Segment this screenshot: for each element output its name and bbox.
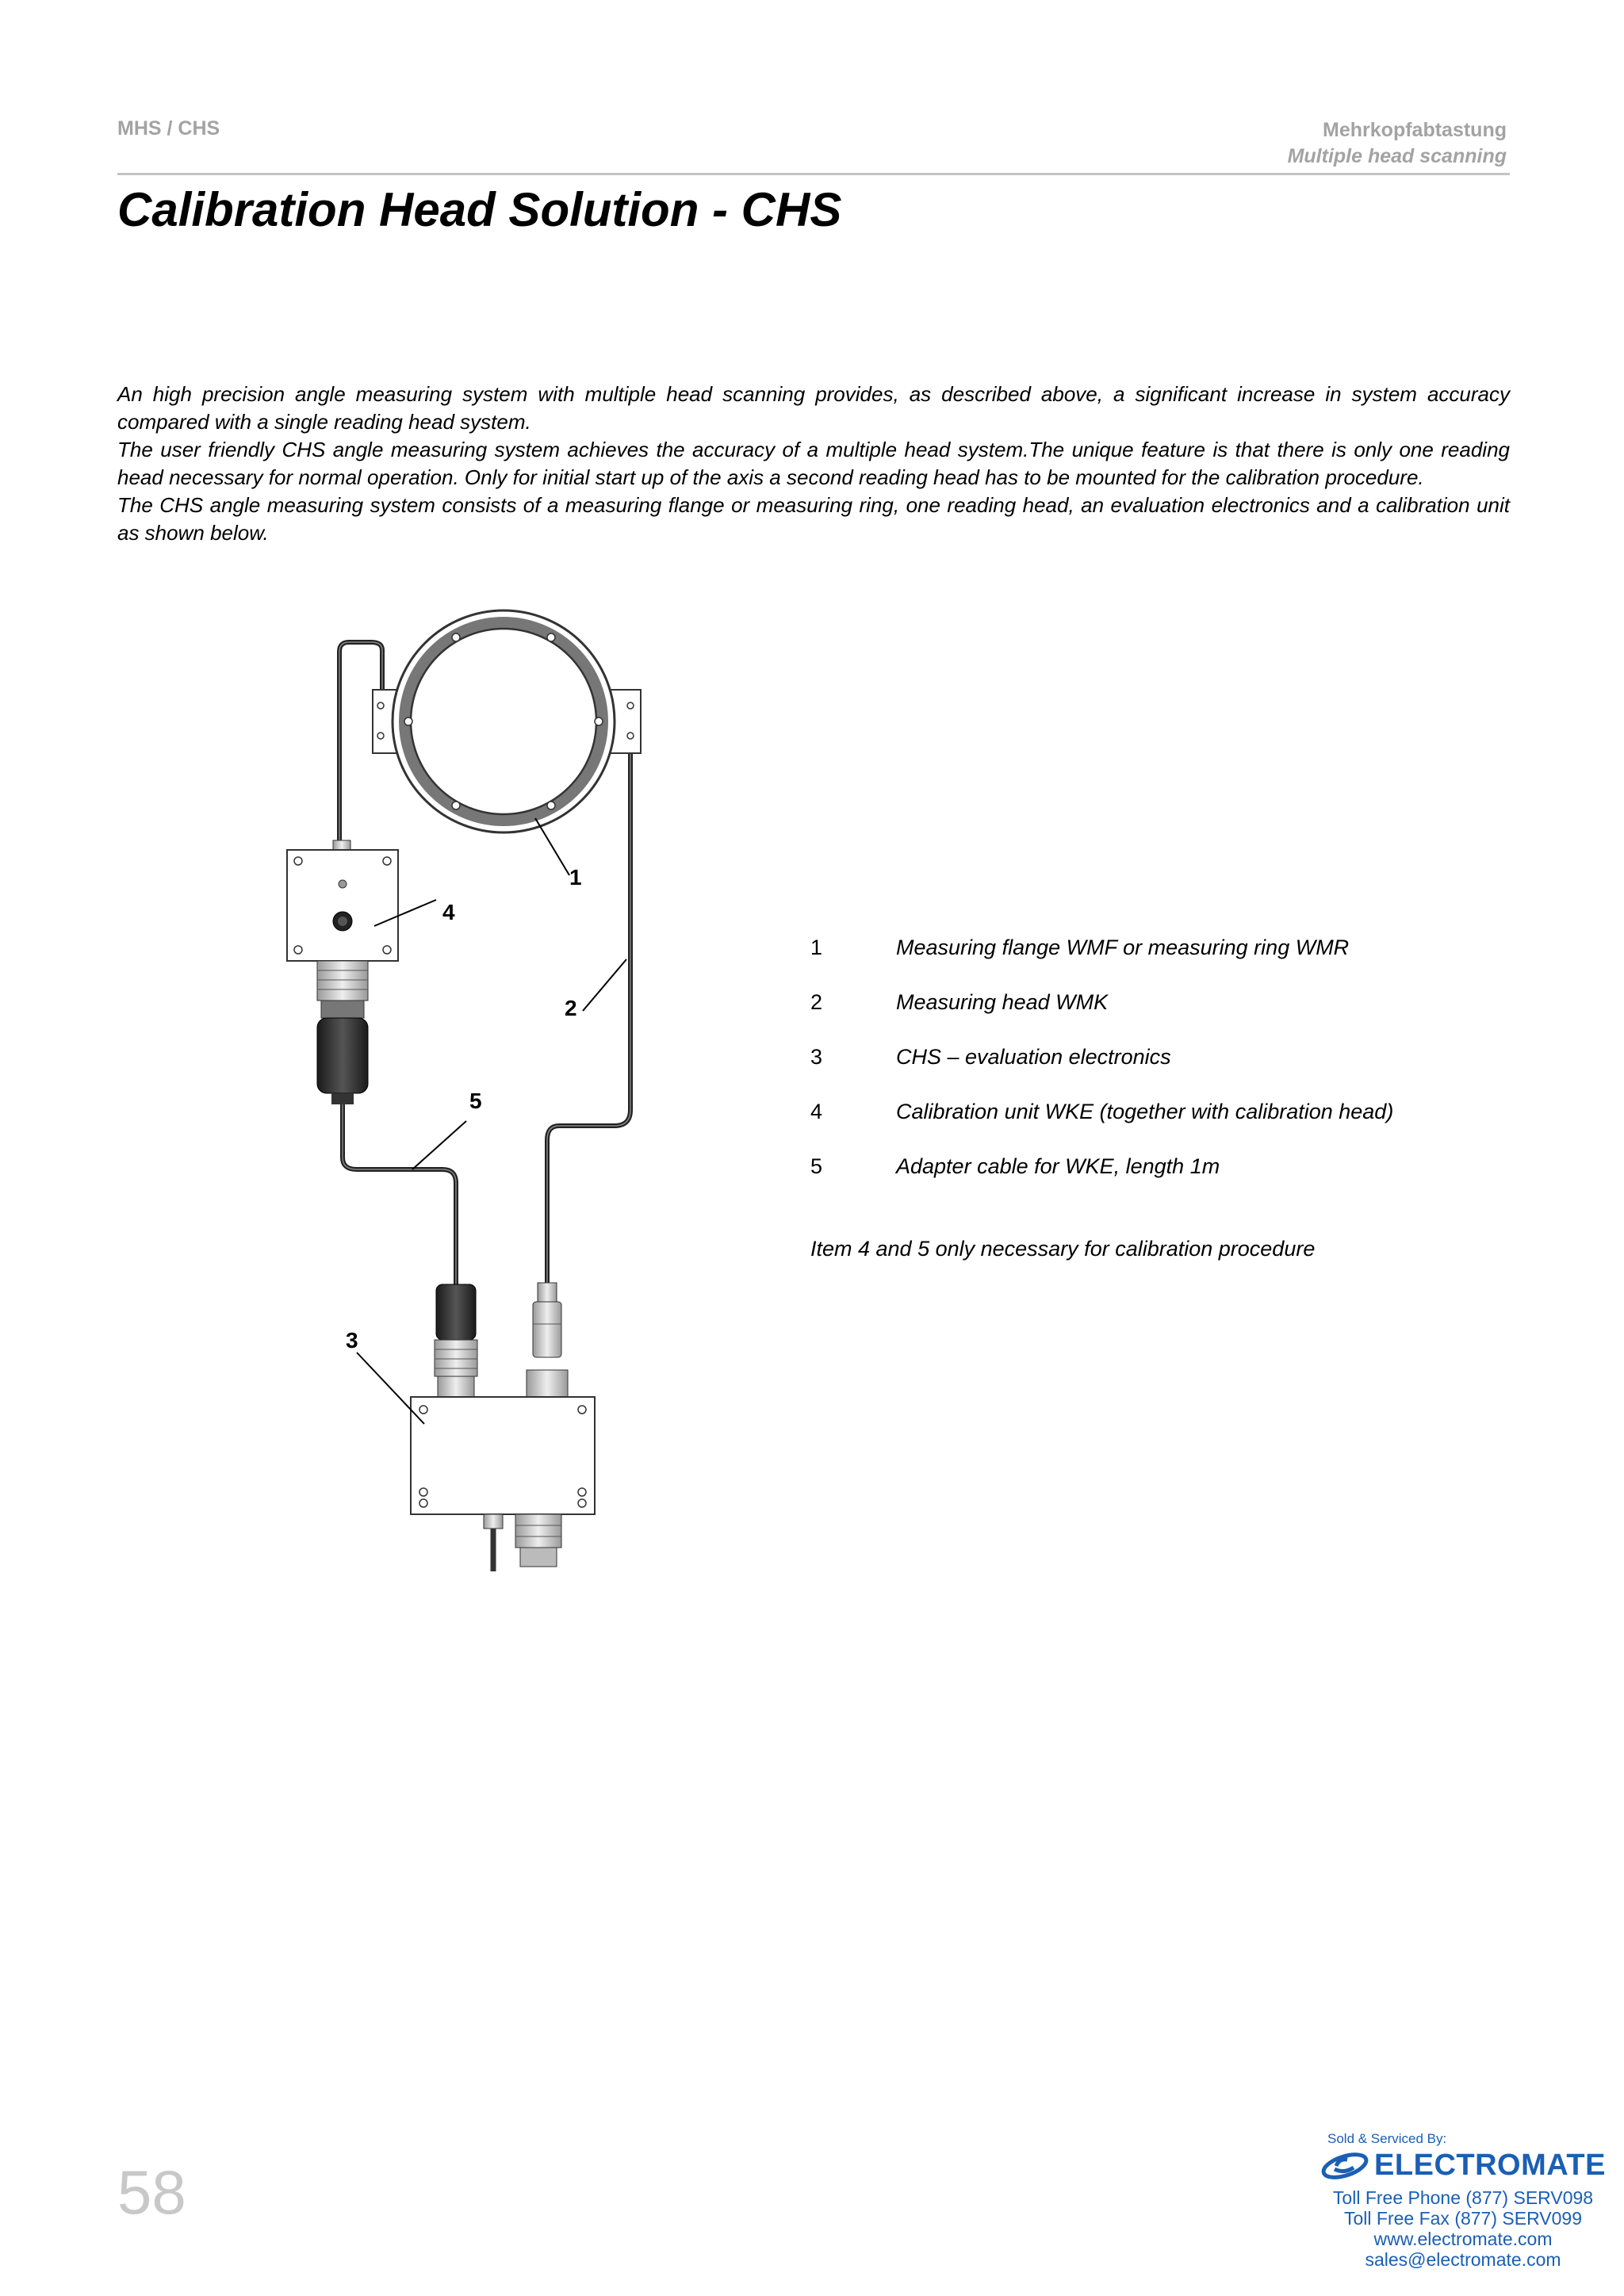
brand-name: ELECTROMATE (1374, 2149, 1606, 2182)
intro-paragraph: The CHS angle measuring system consists of a measuring flange or measuring ring, one reading head, an evaluation electronics and a calibration unit as shown below. (117, 493, 1510, 545)
page-number: 58 (117, 2157, 186, 2227)
legend-item (810, 1045, 1524, 1100)
dealer-brand (1316, 2149, 1610, 2183)
callout-4: 4 (442, 900, 455, 924)
callout-1: 1 (569, 865, 582, 890)
legend-number: 4 (810, 1100, 823, 1123)
legend (810, 936, 1524, 1261)
legend-number: 1 (810, 936, 823, 959)
phone-line: Toll Free Phone (877) SERV098 (1332, 2187, 1594, 2208)
header-title-en: Multiple head scanning (1287, 145, 1507, 167)
intro-paragraph: The user friendly CHS angle measuring system achieves the accuracy of a multiple head system.The unique feature is that there is only one reading head necessary for normal operation. Only for initial start up of the axis a second reading head has to be mounted for the calibration procedure. (117, 438, 1510, 489)
legend-text: Adapter cable for WKE, length 1m (896, 1154, 1220, 1178)
website-link[interactable]: www.electromate.com (1373, 2229, 1553, 2249)
adapter-cable (343, 1102, 456, 1292)
legend-note: Item 4 and 5 only necessary for calibration procedure (810, 1237, 1316, 1261)
system-diagram (238, 603, 793, 1601)
sold-by-label: Sold & Serviced By: (1327, 2131, 1447, 2146)
legend-item (810, 936, 1524, 990)
page-title: Calibration Head Solution - CHS (117, 183, 842, 236)
legend-text: Measuring head WMK (896, 990, 1109, 1014)
legend-text: Measuring flange WMF or measuring ring WMR (896, 936, 1350, 959)
legend-item (810, 990, 1524, 1045)
legend-number: 3 (810, 1045, 823, 1069)
callout-5: 5 (469, 1089, 482, 1113)
fax-line: Toll Free Fax (877) SERV099 (1344, 2208, 1582, 2229)
intro-text (117, 381, 1510, 547)
email-link[interactable]: sales@electromate.com (1365, 2249, 1561, 2270)
evaluation-electronics (411, 1283, 595, 1571)
measuring-flange (373, 610, 641, 832)
legend-item (810, 1100, 1524, 1154)
legend-item (810, 1154, 1524, 1209)
electromate-logo-icon (1320, 2150, 1369, 2182)
callout-2: 2 (565, 996, 577, 1020)
legend-number: 2 (810, 990, 823, 1014)
legend-text: Calibration unit WKE (together with calibration head) (896, 1100, 1394, 1123)
callout-3: 3 (346, 1328, 358, 1353)
intro-paragraph: An high precision angle measuring system with multiple head scanning provides, as described above, a significant increase in system accuracy compared with a single reading head system. (117, 382, 1510, 434)
calibration-unit (287, 840, 398, 1104)
footer-dealer (1316, 2131, 1610, 2270)
header-divider (117, 173, 1510, 175)
legend-text: CHS – evaluation electronics (896, 1045, 1171, 1069)
header-left: MHS / CHS (117, 117, 220, 140)
legend-number: 5 (810, 1154, 823, 1178)
header-right (1288, 117, 1507, 170)
header-title-de: Mehrkopfabtastung (1323, 119, 1507, 141)
measuring-head-cable (547, 752, 630, 1284)
